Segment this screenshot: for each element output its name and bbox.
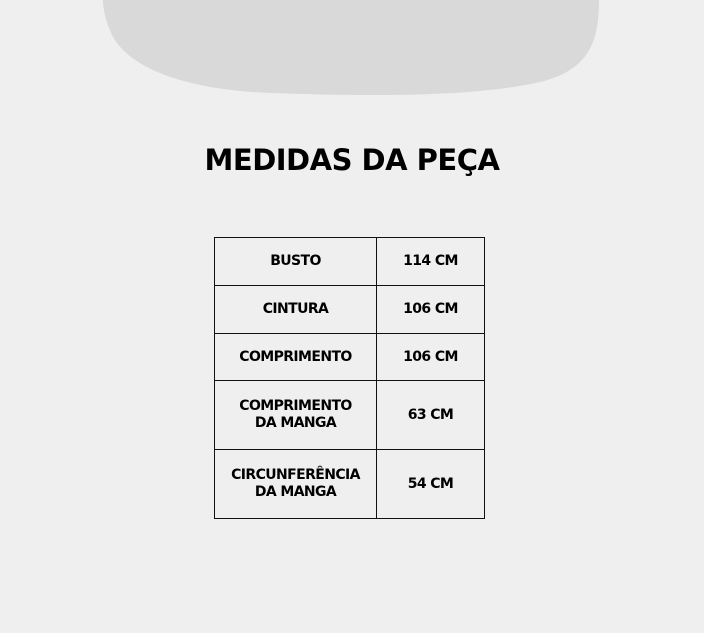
measurement-value: 106 CM	[377, 334, 485, 381]
measurement-label: COMPRIMENTO DA MANGA	[215, 381, 377, 450]
table-row	[215, 381, 485, 450]
measurement-label: CIRCUNFERÊNCIA DA MANGA	[215, 450, 377, 519]
measurements-table	[214, 237, 485, 519]
measurement-value: 106 CM	[377, 286, 485, 334]
measurement-value: 63 CM	[377, 381, 485, 450]
table-row	[215, 286, 485, 334]
measurement-value: 114 CM	[377, 238, 485, 286]
measurement-label: BUSTO	[215, 238, 377, 286]
table-row	[215, 334, 485, 381]
measurement-value: 54 CM	[377, 450, 485, 519]
table-row	[215, 238, 485, 286]
measurement-label: CINTURA	[215, 286, 377, 334]
decorative-blob-shape	[0, 0, 704, 110]
table-row	[215, 450, 485, 519]
page-title: MEDIDAS DA PEÇA	[204, 143, 500, 177]
measurement-label: COMPRIMENTO	[215, 334, 377, 381]
